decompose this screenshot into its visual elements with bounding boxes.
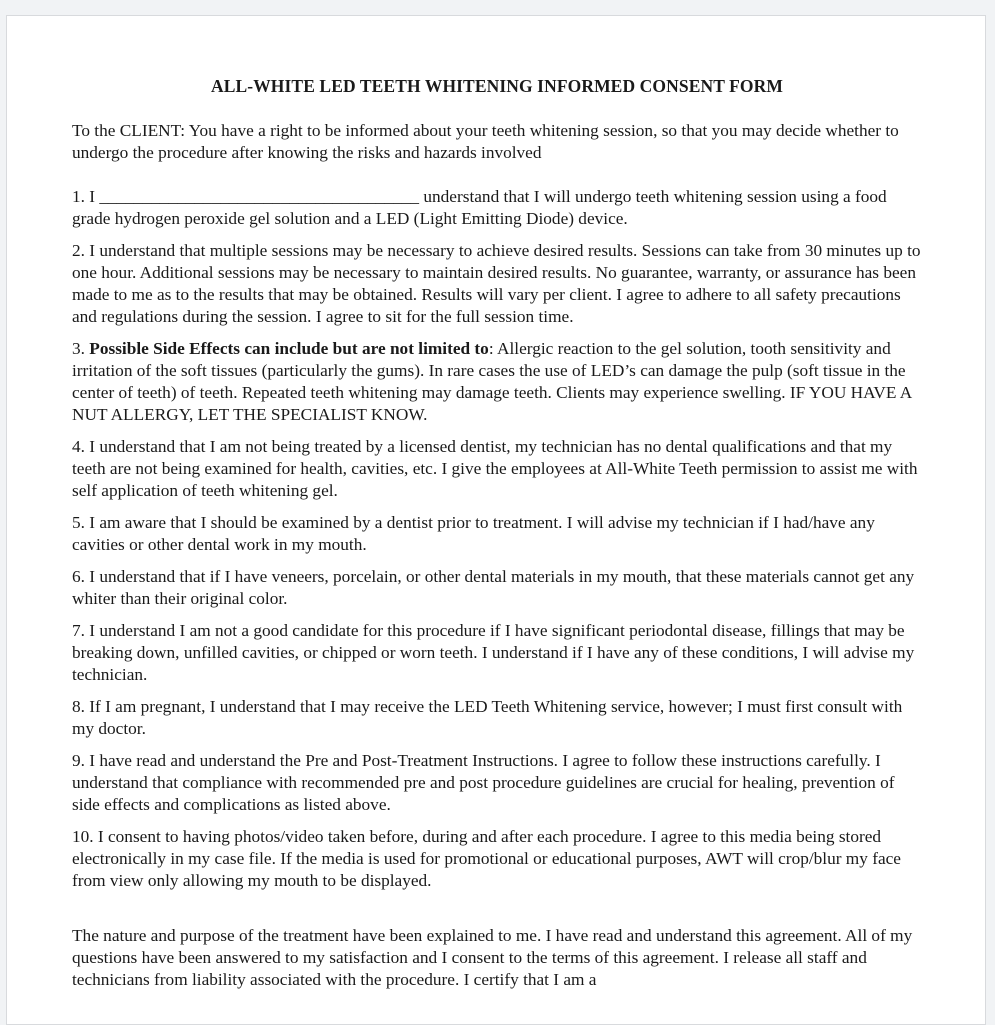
consent-item-5: 5. I am aware that I should be examined by a dentist prior to treatment. I will advise my technician if I had/have any cavities or other dental work in my mouth. [72,513,875,554]
consent-item-8: 8. If I am pregnant, I understand that I may receive the LED Teeth Whitening service, however; I must first consult with my doctor. [72,697,903,738]
consent-item-4: 4. I understand that I am not being treated by a licensed dentist, my technician has no dental qualifications and that my teeth are not being examined for health, cavities, etc. I give the employees at All-White Teeth permission to assist me with self application of teeth whitening gel. [72,437,918,500]
consent-item-10: 10. I consent to having photos/video taken before, during and after each procedure. I agree to this media being stored electronically in my case file. If the media is used for promotional or educational purposes, AWT will crop/blur my face from view only allowing my mouth to be displayed. [72,827,901,890]
document-page [6,15,986,1025]
item-1-number: 1. I [72,187,100,206]
consent-item-9: 9. I have read and understand the Pre and Post-Treatment Instructions. I agree to follow these instructions carefully. I understand that compliance with recommended pre and post procedure guidelines are crucial for healing, prevention of side effects and complications as listed above. [72,751,895,814]
side-effects-heading: Possible Side Effects can include but are not limited to [89,339,489,358]
item-1-text: understand that I will undergo teeth whitening session using a food grade hydrogen peroxide gel solution and a LED (Light Emitting Diode) device. [72,187,887,228]
item-3-text: : Allergic reaction to the gel solution, tooth sensitivity and irritation of the soft tissues (particularly the gums). In rare cases the use of LED’s can damage the pulp (soft tissue in the center of teeth) of teeth. Repeated teeth whitening may damage teeth. Clients may experience swelling. IF YOU HAVE A NUT ALLERGY, LET THE SPECIALIST KNOW. [72,339,912,424]
client-name-blank[interactable]: _____________________________________ [99,187,420,206]
consent-item-2: 2. I understand that multiple sessions may be necessary to achieve desired results. Sessions can take from 30 minutes up to one hour. Additional sessions may be necessary to maintain desired results. No guarantee, warranty, or assurance has been made to me as to the results that may be obtained. Results will vary per client. I agree to adhere to all safety precautions and regulations during the session. I agree to sit for the full session time. [72,241,921,326]
item-3-number: 3. [72,339,90,358]
consent-item-6: 6. I understand that if I have veneers, porcelain, or other dental materials in my mouth, that these materials cannot get any whiter than their original color. [72,567,915,608]
document-title: ALL-WHITE LED TEETH WHITENING INFORMED CONSENT FORM [210,76,783,96]
consent-item-1 [72,186,922,230]
document-content [72,75,922,991]
consent-item-7: 7. I understand I am not a good candidate for this procedure if I have significant periodontal disease, fillings that may be breaking down, unfilled cavities, or chipped or worn teeth. I understand if I have any of these conditions, I will advise my technician. [72,621,915,684]
intro-paragraph: To the CLIENT: You have a right to be informed about your teeth whitening session, so that you may decide whether to undergo the procedure after knowing the risks and hazards involved [72,121,899,162]
closing-paragraph: The nature and purpose of the treatment have been explained to me. I have read and understand this agreement. All of my questions have been answered to my satisfaction and I consent to the terms of this agreement. I release all staff and technicians from liability associated with the procedure. I certify that I am a [72,926,913,989]
consent-item-3 [72,338,922,426]
